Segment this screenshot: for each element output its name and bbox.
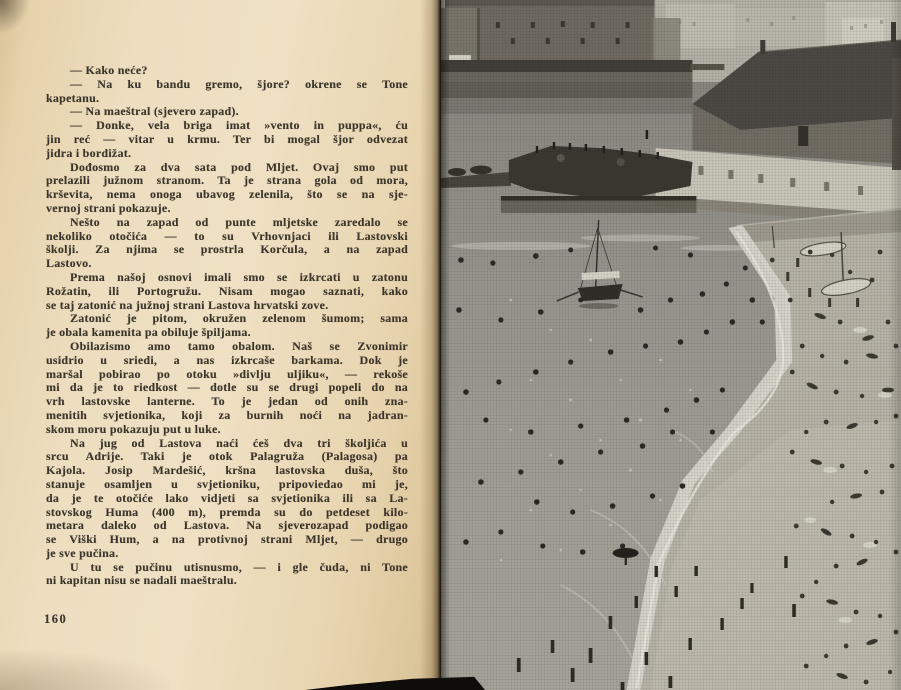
page-number: 160 <box>44 612 68 626</box>
text-line: je sve pučina. <box>46 546 119 560</box>
text-line: Nešto na zapad od punte mljetske zaredalo se <box>70 215 408 229</box>
text-line: — Donke, vela briga imat »vento in puppa«, ću <box>70 119 408 133</box>
text-line: da je te otočiće lako vidjeti sa svjetionika ili sa La- <box>46 491 408 505</box>
text-line: je obala kamenita pa obiluje špiljama. <box>46 326 251 340</box>
text-line: maršal pobirao po otoku »divlju uljiku«, — rekoše <box>46 367 408 381</box>
text-line: vrh lastovske lanterne. To je jedan od onih zna- <box>46 395 408 409</box>
book-gutter <box>420 0 441 690</box>
text-line: nekoliko otočića — to su Vrhovnjaci ili Lastovski <box>46 229 408 243</box>
left-page <box>0 0 441 690</box>
text-line: — Na ku bandu gremo, šjore? okrene se Tone <box>70 77 408 91</box>
text-line: stovskog Huma (400 m), premda su do petdeset kilo- <box>46 505 408 519</box>
rocky-pier <box>441 130 696 213</box>
text-line: Prema našoj osnovi imali smo se izkrcati u zatonu <box>70 270 408 284</box>
text-line: menitih svjetionika, koji za burnih noći na jadran- <box>46 408 408 422</box>
text-line: — Na maeštral (sjevero zapad). <box>70 105 239 119</box>
text-block <box>46 64 408 588</box>
text-line: prelazili južnom stranom. Ta je strana gola od mora, <box>46 174 408 188</box>
text-line: školji. Za njima se prostrla Korčula, a na zapad <box>46 243 408 257</box>
wave-crest <box>451 235 760 252</box>
photo-page <box>441 0 901 690</box>
text-line: krševita, nema onoga ubavog zelenila, što se na sje- <box>46 188 408 202</box>
text-line: — Kako neće? <box>70 64 148 77</box>
text-line: Rožatin, ili Portogružu. Nisam mogao saznati, kako <box>46 284 408 298</box>
text-line: ni kapitan nisu se nadali maeštralu. <box>46 574 238 588</box>
text-line: Zatonić je pitom, okružen zelenom šumom; sama <box>70 312 408 326</box>
text-line: metara daleko od Lastova. Na sjeverozapad podigao <box>46 519 408 533</box>
text-line: usidrio u sriedi, a nas izkrcaše barkama. Dok je <box>46 353 408 367</box>
text-line: skom moru pokazuju put u luke. <box>46 422 221 436</box>
text-line: U tu se pučinu utisnusmo, — i gle čuda, ni Tone <box>70 560 408 574</box>
sailboat <box>557 220 643 309</box>
text-line: vernoj strani pokazuje. <box>46 201 171 215</box>
moored-boat <box>449 55 471 60</box>
text-line: Dođosmo za dva sata pod Mljet. Ovaj smo put <box>70 160 408 174</box>
text-line: se taj zatonić na južnoj strani Lastova hrvatski zove. <box>46 298 329 312</box>
text-line: Lastovo. <box>46 257 92 271</box>
beach-umbrella <box>613 548 639 565</box>
sun-glitter <box>500 299 692 562</box>
text-line: Kajola. Josip Mardešić, kršna lastovska duša, što <box>46 464 408 478</box>
text-line: jidra i bordižat. <box>46 146 132 160</box>
text-line: mi da je to riedkost — dotle su se drugi popeli do na <box>46 381 408 395</box>
text-line: stanuje osamljen u svjetioniku, pripoviedao mi je, <box>46 477 408 491</box>
text-line: Obilazismo amo tamo obalom. Naš se Zvonimir <box>70 339 408 353</box>
text-line: jin reć — vitar u krmu. Ter bi mogal šjor odvezat <box>46 132 408 146</box>
text-line: se Viški Hum, a na protivnoj strani Mljet, — drugo <box>46 533 408 547</box>
fortress-quay <box>441 60 692 72</box>
text-line: srcu Adrije. Taki je otok Palagruža (Palagosa) pa <box>46 450 408 464</box>
text-line: Na jug od Lastova naći ćeš dva tri školjića u <box>70 436 408 450</box>
text-line: kapetanu. <box>46 91 100 105</box>
photo-scene <box>441 0 901 690</box>
